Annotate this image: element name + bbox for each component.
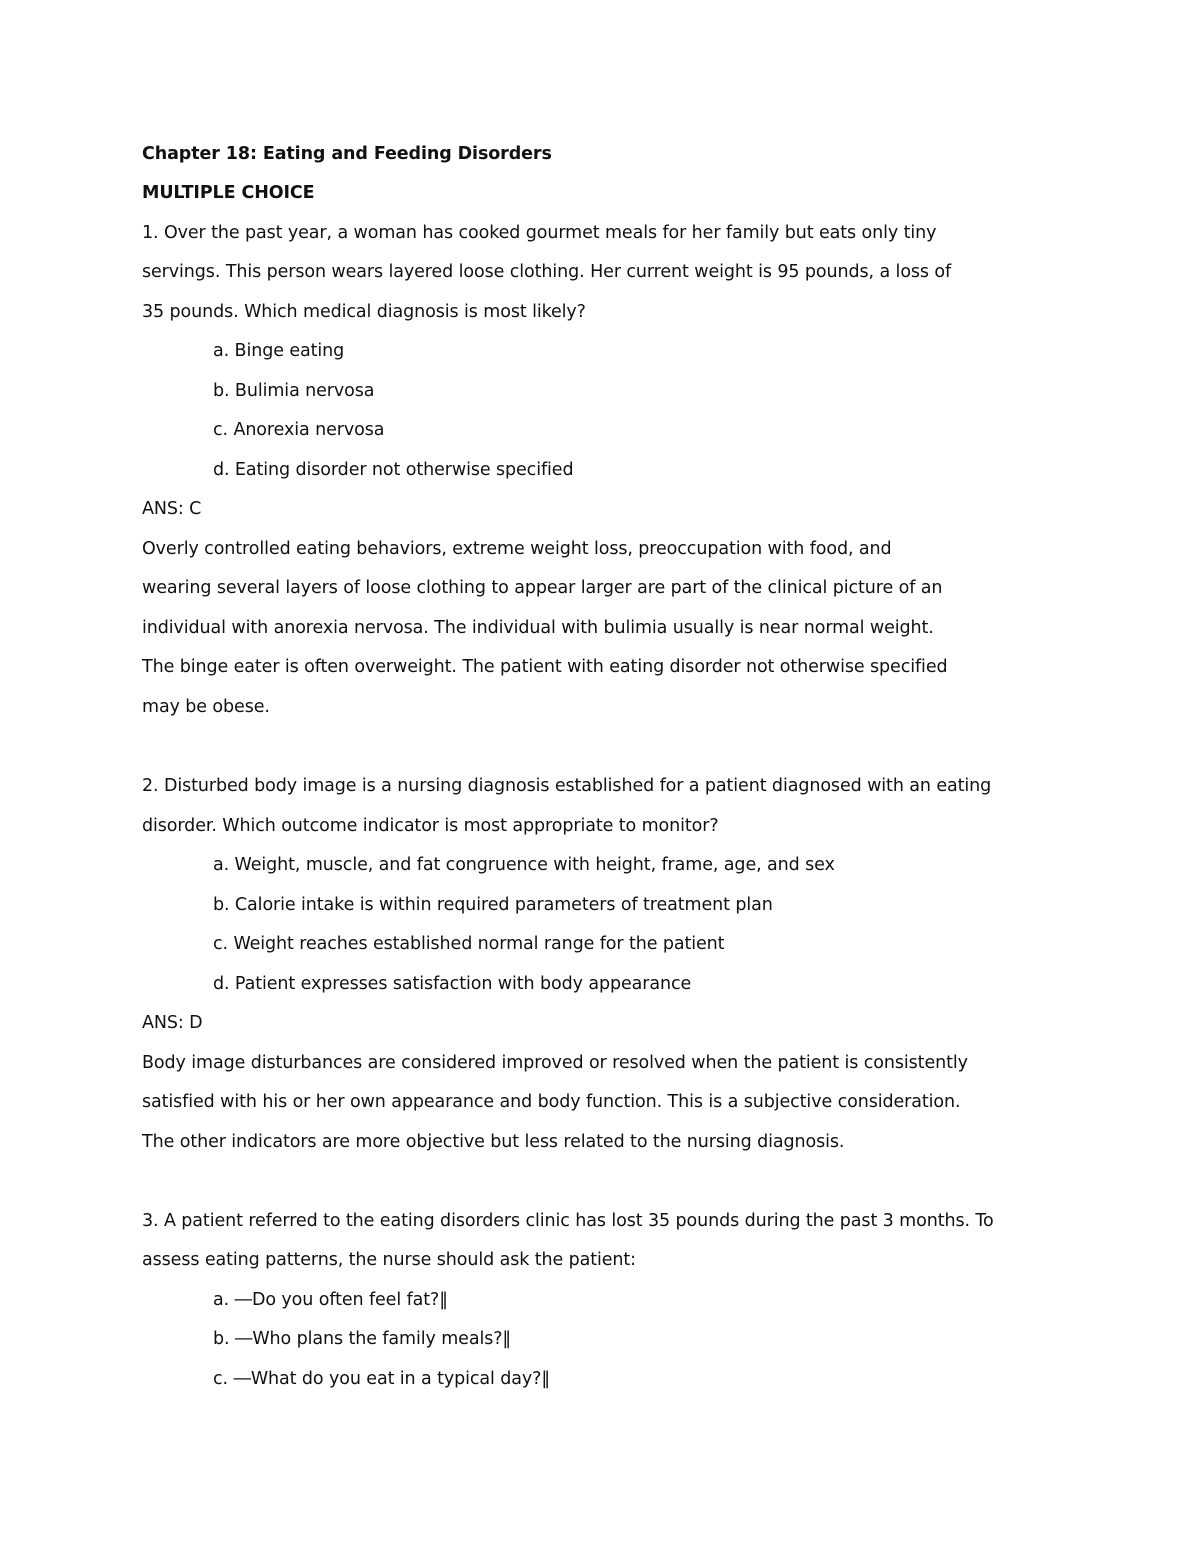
question-stem-line: disorder. Which outcome indicator is most appropriate to monitor? bbox=[142, 816, 719, 836]
answer-option: c. ―What do you eat in a typical day?‖ bbox=[213, 1369, 550, 1389]
rationale-line: individual with anorexia nervosa. The individual with bulimia usually is near normal weight. bbox=[142, 618, 934, 638]
rationale-line: satisfied with his or her own appearance and body function. This is a subjective consideration. bbox=[142, 1092, 961, 1112]
question-stem-line: 1. Over the past year, a woman has cooked gourmet meals for her family but eats only tiny bbox=[142, 223, 937, 243]
rationale-line: Overly controlled eating behaviors, extreme weight loss, preoccupation with food, and bbox=[142, 539, 892, 559]
rationale-line: may be obese. bbox=[142, 697, 270, 717]
answer-key: ANS: D bbox=[142, 1013, 203, 1033]
rationale-line: Body image disturbances are considered improved or resolved when the patient is consistently bbox=[142, 1053, 968, 1073]
rationale-line: wearing several layers of loose clothing to appear larger are part of the clinical picture of an bbox=[142, 578, 943, 598]
question-stem-line: 2. Disturbed body image is a nursing diagnosis established for a patient diagnosed with an eating bbox=[142, 776, 992, 796]
answer-option: b. ―Who plans the family meals?‖ bbox=[213, 1329, 512, 1349]
answer-option: b. Bulimia nervosa bbox=[213, 381, 375, 401]
answer-option: a. ―Do you often feel fat?‖ bbox=[213, 1290, 448, 1310]
answer-option: c. Anorexia nervosa bbox=[213, 420, 385, 440]
answer-option: a. Weight, muscle, and fat congruence with height, frame, age, and sex bbox=[213, 855, 835, 875]
rationale-line: The other indicators are more objective but less related to the nursing diagnosis. bbox=[142, 1132, 845, 1152]
answer-option: c. Weight reaches established normal range for the patient bbox=[213, 934, 725, 954]
question-stem-line: 3. A patient referred to the eating disorders clinic has lost 35 pounds during the past 3 months. To bbox=[142, 1211, 994, 1231]
question-stem-line: assess eating patterns, the nurse should ask the patient: bbox=[142, 1250, 636, 1270]
question-stem-line: servings. This person wears layered loose clothing. Her current weight is 95 pounds, a loss of bbox=[142, 262, 952, 282]
question-stem-line: 35 pounds. Which medical diagnosis is most likely? bbox=[142, 302, 586, 322]
answer-option: d. Patient expresses satisfaction with body appearance bbox=[213, 974, 692, 994]
chapter-title: Chapter 18: Eating and Feeding Disorders bbox=[142, 144, 552, 164]
answer-key: ANS: C bbox=[142, 499, 202, 519]
answer-option: b. Calorie intake is within required parameters of treatment plan bbox=[213, 895, 773, 915]
rationale-line: The binge eater is often overweight. The patient with eating disorder not otherwise specified bbox=[142, 657, 948, 677]
answer-option: d. Eating disorder not otherwise specified bbox=[213, 460, 574, 480]
section-title: MULTIPLE CHOICE bbox=[142, 183, 315, 203]
answer-option: a. Binge eating bbox=[213, 341, 345, 361]
